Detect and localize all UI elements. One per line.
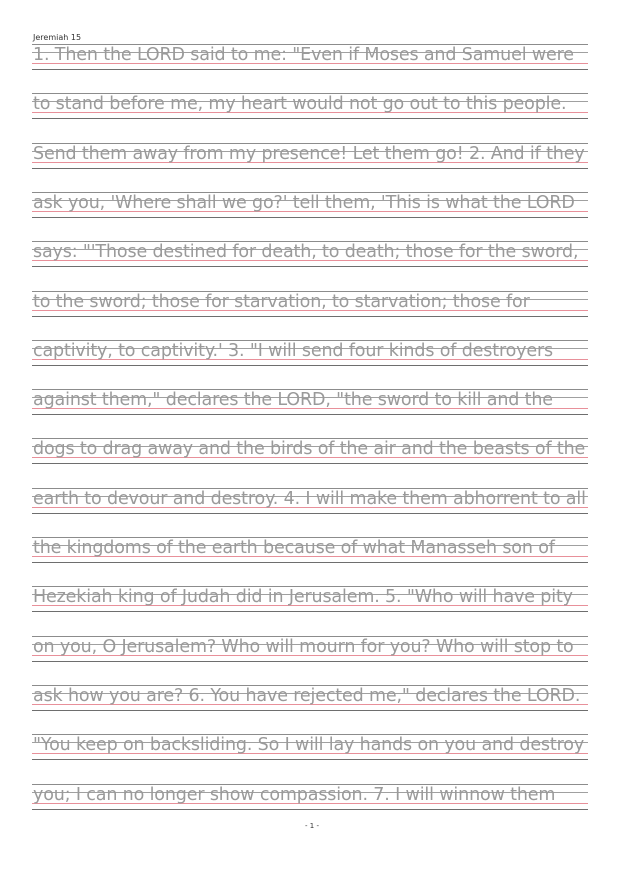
guide-line (32, 118, 588, 119)
trace-text: to stand before me, my heart would not go out to this people. (33, 94, 567, 115)
practice-row (32, 734, 588, 760)
page-header-title: Jeremiah 15 (33, 33, 82, 42)
guide-line (32, 661, 588, 662)
trace-text: on you, O Jerusalem? Who will mourn for you? Who will stop to (33, 636, 574, 657)
guide-line (32, 513, 588, 514)
practice-row (32, 636, 588, 662)
trace-text: to the sword; those for starvation, to starvation; those for (33, 291, 530, 312)
trace-text: says: "'Those destined for death, to death; those for the sword, (33, 242, 579, 263)
trace-text: earth to devour and destroy. 4. I will make them abhorrent to all (33, 488, 586, 509)
trace-text: "You keep on backsliding. So I will lay hands on you and destroy (33, 735, 585, 756)
guide-line (32, 217, 588, 218)
guide-line (32, 69, 588, 70)
practice-row (32, 389, 588, 415)
practice-row (32, 488, 588, 514)
trace-text: dogs to drag away and the birds of the air and the beasts of the (33, 439, 586, 460)
practice-row (32, 685, 588, 711)
practice-row (32, 143, 588, 169)
guide-line (32, 463, 588, 464)
practice-row (32, 438, 588, 464)
practice-row (32, 291, 588, 317)
guide-line (32, 266, 588, 267)
guide-line (32, 809, 588, 810)
practice-row (32, 784, 588, 810)
trace-text: Send them away from my presence! Let them go! 2. And if they (33, 143, 585, 164)
page-number: - 1 - (305, 822, 319, 830)
guide-line (32, 710, 588, 711)
guide-line (32, 759, 588, 760)
guide-line (32, 365, 588, 366)
practice-row (32, 44, 588, 70)
trace-text: you; I can no longer show compassion. 7. I will winnow them (33, 784, 556, 805)
trace-text: captivity, to captivity.' 3. "I will send four kinds of destroyers (33, 340, 553, 361)
practice-row (32, 340, 588, 366)
guide-line (32, 562, 588, 563)
trace-text: ask how you are? 6. You have rejected me," declares the LORD. (33, 685, 581, 706)
practice-row (32, 586, 588, 612)
guide-line (32, 168, 588, 169)
trace-text: against them," declares the LORD, "the sword to kill and the (33, 390, 553, 411)
trace-text: Hezekiah king of Judah did in Jerusalem. 5. "Who will have pity (33, 587, 573, 608)
guide-line (32, 316, 588, 317)
practice-row (32, 241, 588, 267)
guide-line (32, 611, 588, 612)
practice-row (32, 192, 588, 218)
trace-text: ask you, 'Where shall we go?' tell them, 'This is what the LORD (33, 192, 575, 213)
guide-line (32, 414, 588, 415)
trace-text: 1. Then the LORD said to me: "Even if Moses and Samuel were (33, 45, 574, 65)
trace-text: the kingdoms of the earth because of what Manasseh son of (33, 538, 555, 558)
practice-row (32, 93, 588, 119)
practice-row (32, 537, 588, 563)
